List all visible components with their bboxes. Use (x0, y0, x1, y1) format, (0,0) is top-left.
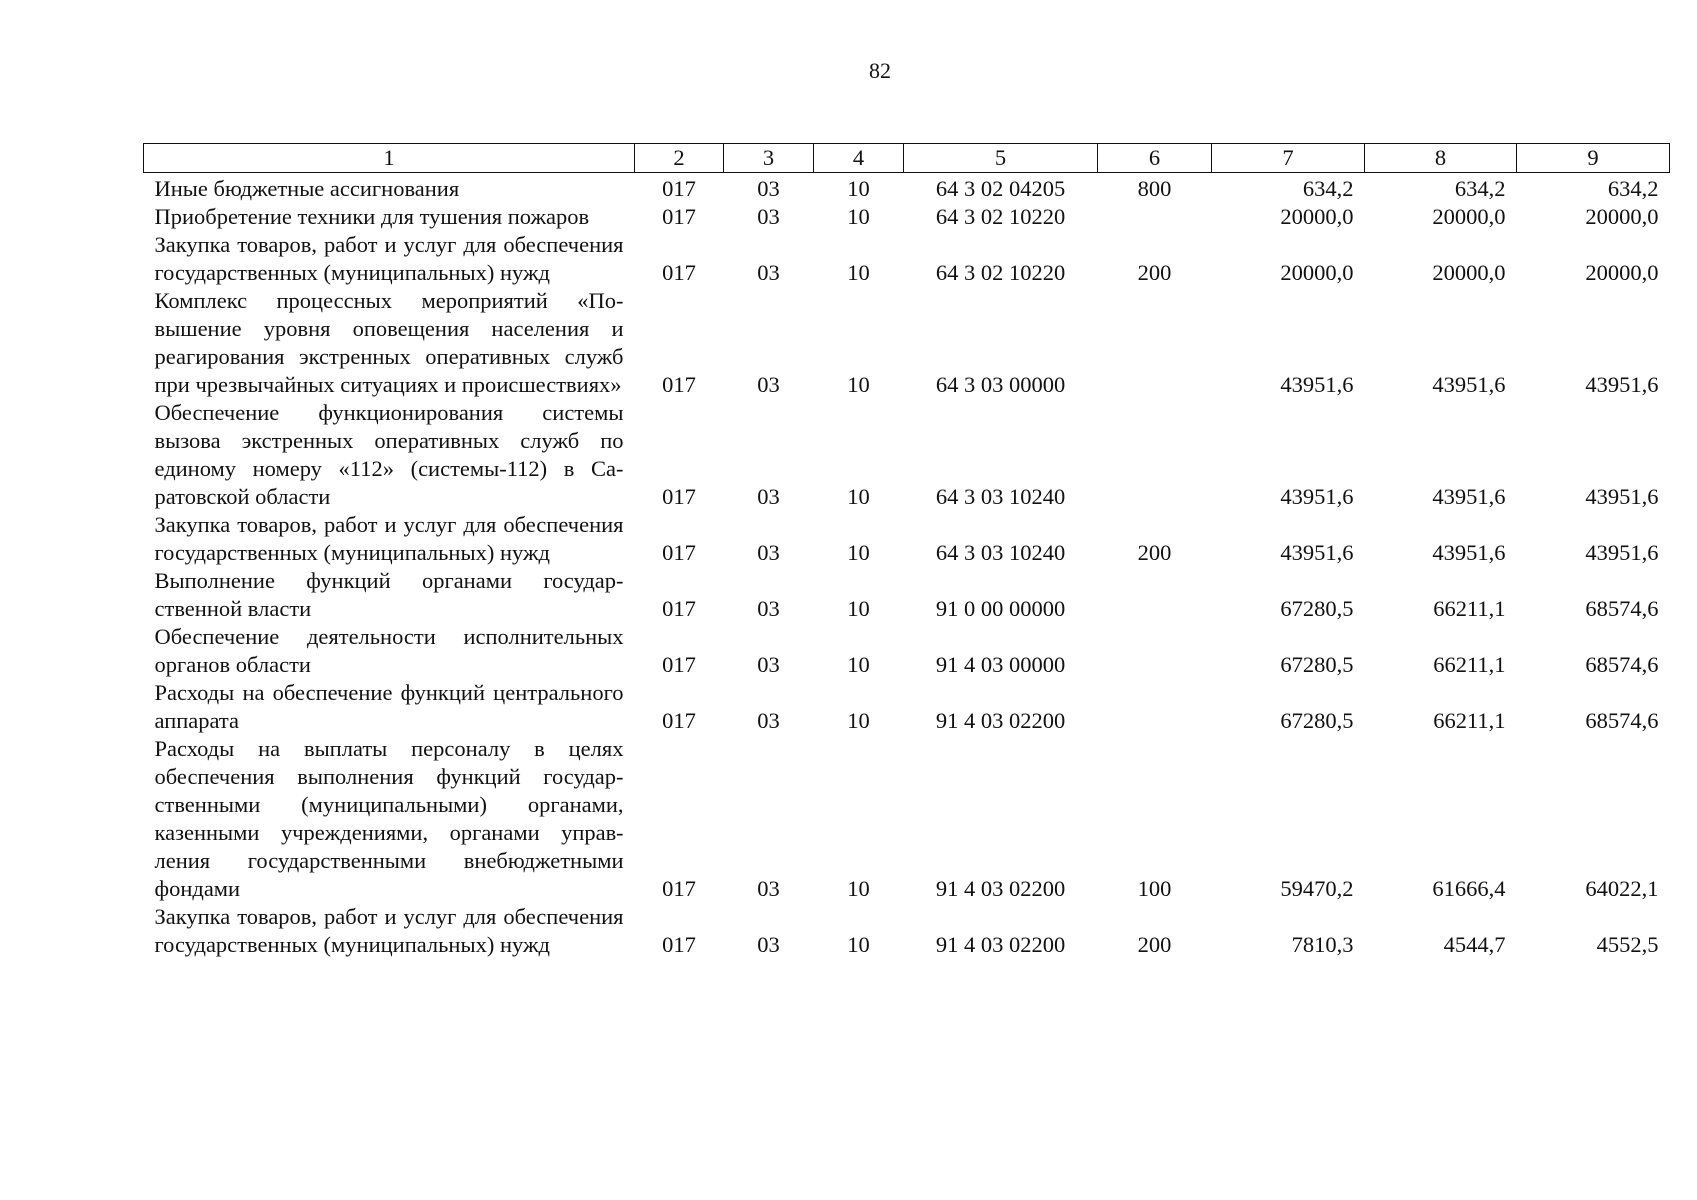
cell-subsection-code: 10 (847, 372, 870, 397)
cell-expense-type: 200 (1137, 540, 1172, 565)
cell-amount-col9: 43951,6 (1585, 372, 1659, 397)
cell-subsection-code: 10 (847, 260, 870, 285)
cell-target-article: 64 3 03 00000 (935, 372, 1066, 397)
description-line: вышение уровня оповещения населения и (154, 316, 624, 341)
header-col-3: 3 (724, 144, 814, 173)
description-line: ров (556, 204, 590, 229)
header-col-7: 7 (1212, 144, 1365, 173)
cell-target-article: 64 3 02 04205 (935, 176, 1066, 201)
row-description (144, 567, 635, 623)
description-line: Выполнение функций органами государ (154, 568, 624, 593)
cell-expense-type (1098, 567, 1212, 623)
header-col-6: 6 (1098, 144, 1212, 173)
cell-expense-type (1098, 679, 1212, 735)
row-description (144, 623, 635, 679)
header-row (144, 144, 1670, 173)
cell-subsection-code: 10 (847, 204, 870, 229)
header-col-9: 9 (1517, 144, 1670, 173)
cell-amount-col8: 43951,6 (1432, 484, 1506, 509)
header-col-2: 2 (635, 144, 724, 173)
cell-amount-col9: 43951,6 (1585, 540, 1659, 565)
cell-expense-type: 200 (1137, 260, 1172, 285)
cell-subsection-code: 10 (847, 932, 870, 957)
table-row (144, 173, 1670, 204)
cell-amount-col8: 61666,4 (1432, 876, 1506, 901)
budget-table (143, 143, 1670, 959)
cell-amount-col7: 59470,2 (1280, 876, 1354, 901)
table-row (144, 735, 1670, 903)
cell-amount-col7: 43951,6 (1280, 372, 1354, 397)
description-line: Обеспечение функционирования системы (154, 400, 624, 425)
cell-amount-col7: 7810,3 (1291, 932, 1354, 957)
cell-amount-col8: 20000,0 (1432, 260, 1506, 285)
budget-table-container (143, 143, 1669, 959)
cell-ministry-code: 017 (662, 932, 696, 957)
cell-amount-col8: 634,2 (1454, 176, 1506, 201)
header-col-5: 5 (904, 144, 1098, 173)
cell-amount-col7: 67280,5 (1280, 708, 1354, 733)
cell-subsection-code: 10 (847, 876, 870, 901)
cell-target-article: 91 4 03 02200 (935, 708, 1066, 733)
cell-amount-col8: 66211,1 (1433, 596, 1506, 621)
description-line: ственной власти (154, 596, 312, 621)
cell-section-code: 03 (757, 932, 780, 957)
cell-ministry-code: 017 (662, 204, 696, 229)
description-line: органов области (154, 652, 311, 677)
cell-expense-type (1098, 623, 1212, 679)
cell-amount-col9: 43951,6 (1585, 484, 1659, 509)
cell-amount-col7: 43951,6 (1280, 484, 1354, 509)
cell-expense-type: 100 (1137, 876, 1172, 901)
cell-amount-col8: 43951,6 (1432, 540, 1506, 565)
header-col-8: 8 (1365, 144, 1517, 173)
description-line: Комплекс процессных мероприятий «По (154, 288, 624, 313)
description-line: чения государственных (муниципальных) (154, 232, 624, 285)
table-row (144, 231, 1670, 287)
cell-target-article: 64 3 02 10220 (935, 260, 1066, 285)
description-line: служб при чрезвычайных ситуациях и про (154, 344, 624, 397)
description-line: Обеспечение деятельности исполнительных (154, 624, 624, 649)
table-row (144, 903, 1670, 959)
description-line: фондами (154, 876, 241, 901)
cell-amount-col7: 20000,0 (1280, 204, 1354, 229)
cell-amount-col9: 20000,0 (1585, 260, 1659, 285)
header-col-1: 1 (144, 144, 635, 173)
description-line: Расходы на обеспечение функций централь (154, 680, 581, 705)
description-line: обеспечения выполнения функций государ (154, 764, 624, 789)
description-line: единому номеру «112» (системы-112) в Са (154, 456, 624, 481)
cell-target-article: 64 3 02 10220 (935, 204, 1066, 229)
cell-expense-type (1098, 203, 1212, 231)
cell-target-article: 64 3 03 10240 (935, 540, 1066, 565)
cell-ministry-code: 017 (662, 484, 696, 509)
cell-amount-col8: 43951,6 (1432, 372, 1506, 397)
table-row (144, 399, 1670, 511)
cell-amount-col7: 20000,0 (1280, 260, 1354, 285)
table-row (144, 287, 1670, 399)
description-line: ления государственными внебюджетными (154, 848, 624, 873)
cell-section-code: 03 (757, 204, 780, 229)
cell-subsection-code: 10 (847, 484, 870, 509)
cell-subsection-code: 10 (847, 708, 870, 733)
table-row (144, 511, 1670, 567)
row-description (144, 173, 635, 204)
cell-section-code: 03 (757, 708, 780, 733)
row-description (144, 287, 635, 399)
cell-expense-type (1098, 399, 1212, 511)
cell-amount-col7: 634,2 (1302, 176, 1354, 201)
cell-amount-col8: 66211,1 (1433, 708, 1506, 733)
cell-section-code: 03 (757, 372, 780, 397)
cell-amount-col7: 67280,5 (1280, 596, 1354, 621)
cell-section-code: 03 (757, 176, 780, 201)
cell-target-article: 91 4 03 02200 (935, 876, 1066, 901)
cell-amount-col7: 67280,5 (1280, 652, 1354, 677)
cell-amount-col8: 20000,0 (1432, 204, 1506, 229)
description-line: ственными (муниципальными) органами, (154, 792, 624, 817)
row-description (144, 231, 635, 287)
cell-expense-type: 800 (1137, 176, 1172, 201)
description-line: казенными учреждениями, органами управ (154, 820, 624, 845)
cell-amount-col9: 68574,6 (1585, 596, 1659, 621)
cell-section-code: 03 (757, 540, 780, 565)
cell-amount-col9: 68574,6 (1585, 652, 1659, 677)
description-line: ного аппарата (154, 680, 624, 733)
cell-subsection-code: 10 (847, 176, 870, 201)
description-line: вызова экстренных оперативных служб по (154, 428, 624, 453)
cell-ministry-code: 017 (662, 876, 696, 901)
cell-subsection-code: 10 (847, 596, 870, 621)
cell-ministry-code: 017 (662, 372, 696, 397)
description-line: чения государственных (муниципальных) (154, 512, 624, 565)
row-description (144, 511, 635, 567)
cell-subsection-code: 10 (847, 540, 870, 565)
cell-target-article: 91 4 03 00000 (935, 652, 1066, 677)
description-line: исшествиях» (496, 372, 622, 397)
table-header (144, 144, 1670, 173)
cell-amount-col7: 43951,6 (1280, 540, 1354, 565)
cell-section-code: 03 (757, 876, 780, 901)
cell-ministry-code: 017 (662, 540, 696, 565)
cell-expense-type: 200 (1137, 932, 1172, 957)
table-body (144, 173, 1670, 960)
description-line: ратовской области (154, 484, 331, 509)
header-col-4: 4 (814, 144, 904, 173)
description-line: нужд (499, 540, 550, 565)
row-description (144, 735, 635, 903)
cell-section-code: 03 (757, 652, 780, 677)
cell-ministry-code: 017 (662, 176, 696, 201)
cell-amount-col9: 64022,1 (1585, 876, 1659, 901)
cell-section-code: 03 (757, 596, 780, 621)
table-row (144, 203, 1670, 231)
description-line: Закупка товаров, работ и услуг для обеспе (154, 512, 568, 537)
table-row (144, 679, 1670, 735)
cell-subsection-code: 10 (847, 652, 870, 677)
description-line: реагирования экстренных оперативных (154, 344, 551, 369)
cell-target-article: 91 0 00 00000 (935, 596, 1066, 621)
cell-target-article: 91 4 03 02200 (935, 932, 1066, 957)
row-description (144, 679, 635, 735)
description-line: нужд (499, 260, 550, 285)
cell-amount-col9: 4552,5 (1596, 932, 1659, 957)
cell-expense-type (1098, 287, 1212, 399)
row-description (144, 903, 635, 959)
row-description (144, 399, 635, 511)
description-line: Закупка товаров, работ и услуг для обеспе (154, 232, 568, 257)
cell-ministry-code: 017 (662, 260, 696, 285)
table-row (144, 623, 1670, 679)
cell-amount-col8: 4544,7 (1443, 932, 1506, 957)
description-line: Приобретение техники для тушения пожа (154, 204, 557, 229)
description-line: ния государственных (муниципальных) нужд (154, 904, 624, 957)
cell-section-code: 03 (757, 484, 780, 509)
description-line: Закупка товаров, работ и услуг для обеспече (154, 904, 590, 929)
cell-section-code: 03 (757, 260, 780, 285)
cell-ministry-code: 017 (662, 652, 696, 677)
cell-amount-col8: 66211,1 (1433, 652, 1506, 677)
table-row (144, 567, 1670, 623)
cell-ministry-code: 017 (662, 708, 696, 733)
page-number: 82 (869, 58, 891, 83)
cell-ministry-code: 017 (662, 596, 696, 621)
row-description (144, 203, 635, 231)
description-line: Расходы на выплаты персоналу в целях (154, 736, 624, 761)
description-line: Иные бюджетные ассигнования (154, 176, 460, 201)
cell-amount-col9: 68574,6 (1585, 708, 1659, 733)
cell-amount-col9: 20000,0 (1585, 204, 1659, 229)
cell-target-article: 64 3 03 10240 (935, 484, 1066, 509)
cell-amount-col9: 634,2 (1607, 176, 1659, 201)
